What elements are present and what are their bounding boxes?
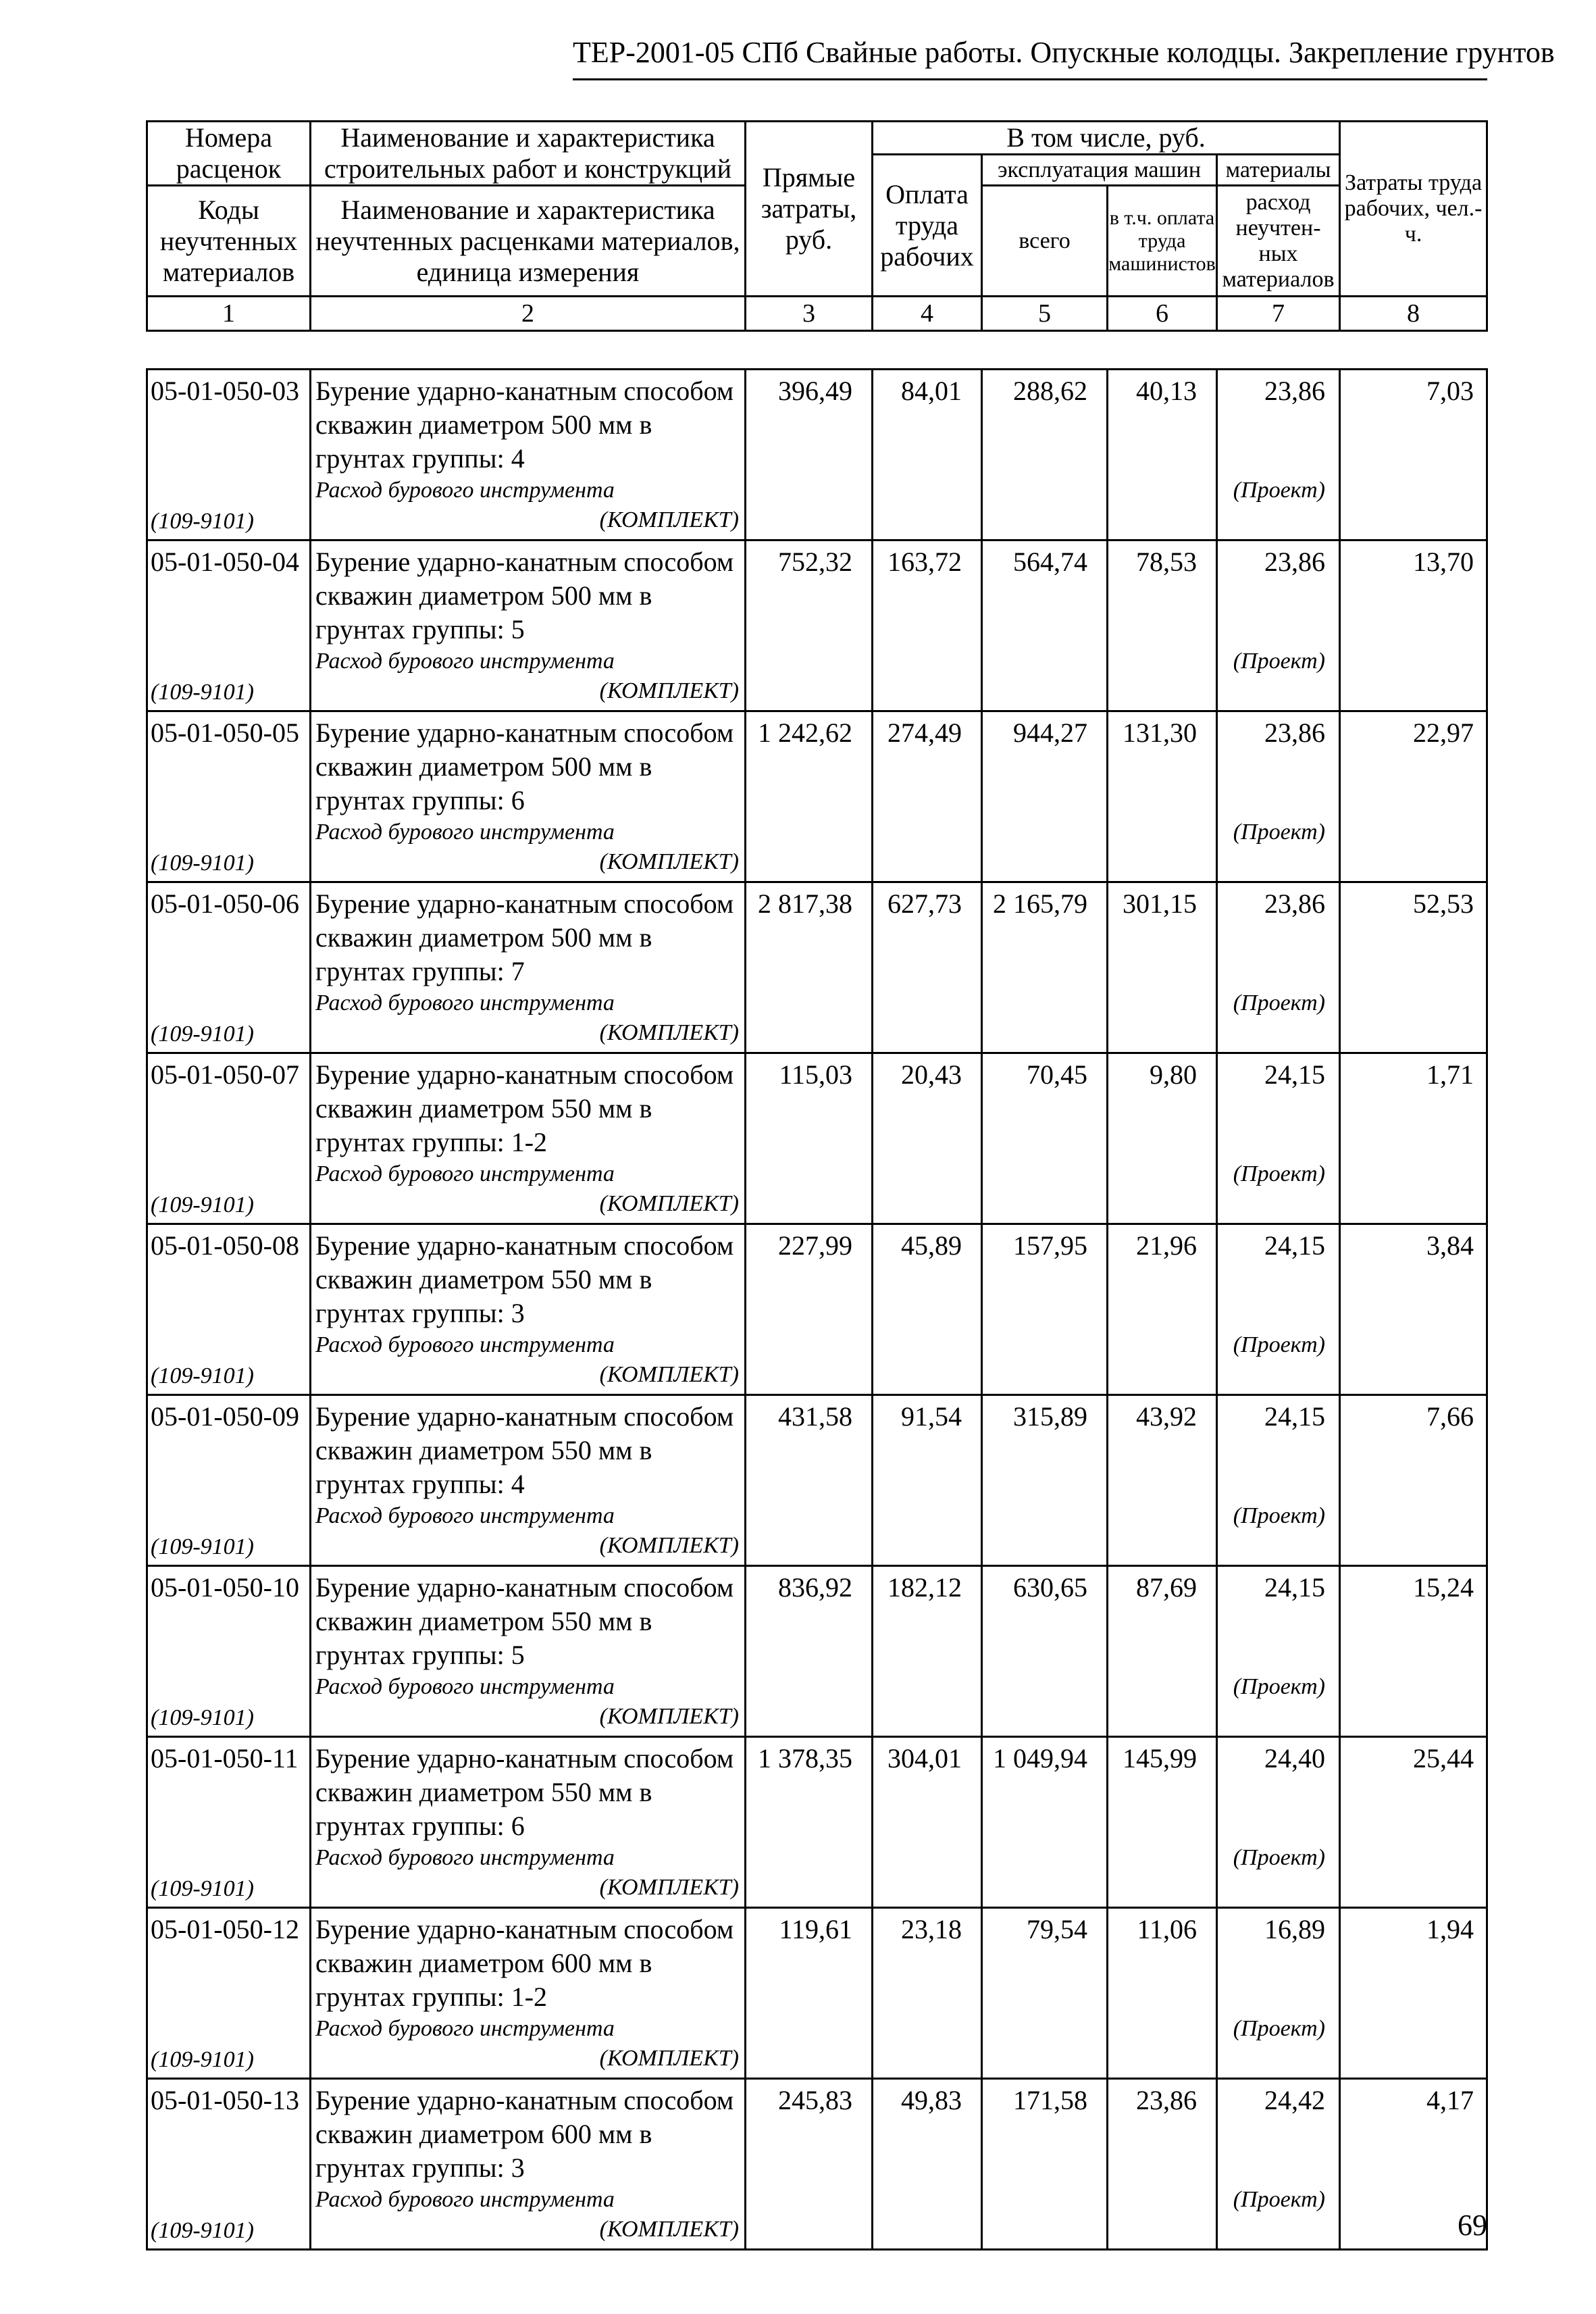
machines-total: 944,27 bbox=[982, 711, 1108, 882]
labor-pay: 49,83 bbox=[873, 2079, 982, 2250]
table-row bbox=[147, 882, 1487, 1053]
machines-total: 171,58 bbox=[982, 2079, 1108, 2250]
table-row bbox=[147, 1053, 1487, 1224]
direct-costs: 836,92 bbox=[746, 1566, 873, 1737]
material-unit: (КОМПЛЕКТ) bbox=[599, 1704, 739, 1729]
labor-hours: 13,70 bbox=[1340, 540, 1487, 711]
header-rate-numbers: Номера расценок bbox=[147, 122, 311, 186]
material-name: Расход бурового инструмента bbox=[315, 1674, 615, 1699]
column-number: 3 bbox=[746, 297, 873, 331]
labor-hours: 22,97 bbox=[1340, 711, 1487, 882]
column-number: 7 bbox=[1217, 297, 1340, 331]
work-description: Бурение ударно-канатным способом скважин диаметром 550 мм в грунтах группы: 3 bbox=[315, 1230, 734, 1328]
header-machinist-pay: в т.ч. оплата труда машинистов bbox=[1108, 186, 1217, 297]
machines-total: 1 049,94 bbox=[982, 1737, 1108, 1908]
project-note: (Проект) bbox=[1233, 820, 1325, 845]
machines-total: 630,65 bbox=[982, 1566, 1108, 1737]
material-unit: (КОМПЛЕКТ) bbox=[599, 1020, 739, 1045]
machinist-pay: 87,69 bbox=[1108, 1566, 1217, 1737]
material-code: (109-9101) bbox=[151, 680, 254, 705]
material-consumption: 24,42 bbox=[1264, 2085, 1325, 2115]
material-code: (109-9101) bbox=[151, 1705, 254, 1730]
project-note: (Проект) bbox=[1233, 478, 1325, 503]
rate-code: 05-01-050-09 bbox=[151, 1401, 299, 1432]
table-row bbox=[147, 1224, 1487, 1395]
column-number: 5 bbox=[982, 297, 1108, 331]
page-number: 69 bbox=[1458, 2209, 1487, 2242]
work-description: Бурение ударно-канатным способом скважин диаметром 500 мм в грунтах группы: 4 bbox=[315, 376, 734, 474]
work-description: Бурение ударно-канатным способом скважин диаметром 500 мм в грунтах группы: 5 bbox=[315, 547, 734, 645]
material-name: Расход бурового инструмента bbox=[315, 820, 615, 845]
material-consumption: 24,40 bbox=[1264, 1743, 1325, 1774]
header-labor-pay: Оплата труда рабочих bbox=[873, 155, 982, 297]
material-consumption: 23,86 bbox=[1264, 376, 1325, 406]
material-name: Расход бурового инструмента bbox=[315, 478, 615, 503]
rate-code: 05-01-050-04 bbox=[151, 547, 299, 577]
header-material-consumption: расход неучтен-ных материалов bbox=[1217, 186, 1340, 297]
header-machines-total: всего bbox=[982, 186, 1108, 297]
machines-total: 564,74 bbox=[982, 540, 1108, 711]
work-description: Бурение ударно-канатным способом скважин диаметром 600 мм в грунтах группы: 3 bbox=[315, 2085, 734, 2183]
header-machine-operation: эксплуатация машин bbox=[982, 155, 1217, 186]
project-note: (Проект) bbox=[1233, 1674, 1325, 1699]
material-unit: (КОМПЛЕКТ) bbox=[599, 1362, 739, 1387]
labor-hours: 3,84 bbox=[1340, 1224, 1487, 1395]
material-name: Расход бурового инструмента bbox=[315, 2016, 615, 2041]
labor-hours: 7,66 bbox=[1340, 1395, 1487, 1566]
direct-costs: 1 378,35 bbox=[746, 1737, 873, 1908]
material-name: Расход бурового инструмента bbox=[315, 990, 615, 1015]
column-number: 8 bbox=[1340, 297, 1487, 331]
material-name: Расход бурового инструмента bbox=[315, 1161, 615, 1186]
table-row bbox=[147, 1737, 1487, 1908]
labor-pay: 20,43 bbox=[873, 1053, 982, 1224]
project-note: (Проект) bbox=[1233, 1503, 1325, 1528]
header-work-name: Наименование и характеристика строительных работ и конструкций bbox=[311, 122, 746, 186]
labor-pay: 163,72 bbox=[873, 540, 982, 711]
rate-code: 05-01-050-11 bbox=[151, 1743, 299, 1774]
machinist-pay: 78,53 bbox=[1108, 540, 1217, 711]
direct-costs: 396,49 bbox=[746, 370, 873, 540]
work-description: Бурение ударно-канатным способом скважин диаметром 550 мм в грунтах группы: 6 bbox=[315, 1743, 734, 1841]
rate-code: 05-01-050-03 bbox=[151, 376, 299, 406]
labor-pay: 182,12 bbox=[873, 1566, 982, 1737]
machinist-pay: 131,30 bbox=[1108, 711, 1217, 882]
machinist-pay: 43,92 bbox=[1108, 1395, 1217, 1566]
machinist-pay: 23,86 bbox=[1108, 2079, 1217, 2250]
table-row bbox=[147, 2079, 1487, 2250]
project-note: (Проект) bbox=[1233, 1845, 1325, 1870]
material-code: (109-9101) bbox=[151, 2047, 254, 2072]
material-code: (109-9101) bbox=[151, 509, 254, 534]
work-description: Бурение ударно-канатным способом скважин диаметром 600 мм в грунтах группы: 1-2 bbox=[315, 1914, 734, 2012]
machinist-pay: 301,15 bbox=[1108, 882, 1217, 1053]
table-row bbox=[147, 1566, 1487, 1737]
column-number: 2 bbox=[311, 297, 746, 331]
material-unit: (КОМПЛЕКТ) bbox=[599, 1875, 739, 1900]
material-unit: (КОМПЛЕКТ) bbox=[599, 507, 739, 532]
material-code: (109-9101) bbox=[151, 1022, 254, 1047]
material-consumption: 24,15 bbox=[1264, 1059, 1325, 1090]
labor-hours: 1,71 bbox=[1340, 1053, 1487, 1224]
labor-pay: 91,54 bbox=[873, 1395, 982, 1566]
labor-hours: 4,17 bbox=[1340, 2079, 1487, 2250]
material-consumption: 24,15 bbox=[1264, 1572, 1325, 1603]
column-number: 4 bbox=[873, 297, 982, 331]
header-material-codes: Коды неучтенных материалов bbox=[147, 186, 311, 297]
header-labor-hours: Затраты труда рабочих, чел.-ч. bbox=[1340, 122, 1487, 297]
column-number: 6 bbox=[1108, 297, 1217, 331]
labor-pay: 84,01 bbox=[873, 370, 982, 540]
labor-pay: 23,18 bbox=[873, 1908, 982, 2079]
direct-costs: 1 242,62 bbox=[746, 711, 873, 882]
direct-costs: 245,83 bbox=[746, 2079, 873, 2250]
direct-costs: 431,58 bbox=[746, 1395, 873, 1566]
material-code: (109-9101) bbox=[151, 1363, 254, 1388]
material-consumption: 24,15 bbox=[1264, 1401, 1325, 1432]
material-consumption: 16,89 bbox=[1264, 1914, 1325, 1944]
project-note: (Проект) bbox=[1233, 1161, 1325, 1186]
material-code: (109-9101) bbox=[151, 1534, 254, 1559]
header-including-group: В том числе, руб. bbox=[873, 122, 1340, 155]
material-unit: (КОМПЛЕКТ) bbox=[599, 1533, 739, 1558]
header-direct-costs: Прямые затраты, руб. bbox=[746, 122, 873, 297]
machines-total: 315,89 bbox=[982, 1395, 1108, 1566]
machines-total: 288,62 bbox=[982, 370, 1108, 540]
material-consumption: 23,86 bbox=[1264, 547, 1325, 577]
machinist-pay: 145,99 bbox=[1108, 1737, 1217, 1908]
machines-total: 2 165,79 bbox=[982, 882, 1108, 1053]
material-unit: (КОМПЛЕКТ) bbox=[599, 1191, 739, 1216]
work-description: Бурение ударно-канатным способом скважин диаметром 500 мм в грунтах группы: 7 bbox=[315, 888, 734, 986]
work-description: Бурение ударно-канатным способом скважин диаметром 550 мм в грунтах группы: 4 bbox=[315, 1401, 734, 1499]
rates-table bbox=[146, 368, 1488, 2250]
direct-costs: 115,03 bbox=[746, 1053, 873, 1224]
rate-code: 05-01-050-10 bbox=[151, 1572, 299, 1603]
direct-costs: 119,61 bbox=[746, 1908, 873, 2079]
material-code: (109-9101) bbox=[151, 851, 254, 876]
material-name: Расход бурового инструмента bbox=[315, 649, 615, 674]
table-row bbox=[147, 1395, 1487, 1566]
machines-total: 157,95 bbox=[982, 1224, 1108, 1395]
labor-hours: 15,24 bbox=[1340, 1566, 1487, 1737]
rate-code: 05-01-050-08 bbox=[151, 1230, 299, 1261]
work-description: Бурение ударно-канатным способом скважин диаметром 500 мм в грунтах группы: 6 bbox=[315, 718, 734, 815]
work-description: Бурение ударно-канатным способом скважин диаметром 550 мм в грунтах группы: 5 bbox=[315, 1572, 734, 1670]
table-row bbox=[147, 1908, 1487, 2079]
material-unit: (КОМПЛЕКТ) bbox=[599, 2046, 739, 2071]
project-note: (Проект) bbox=[1233, 2016, 1325, 2041]
rate-code: 05-01-050-13 bbox=[151, 2085, 299, 2115]
machinist-pay: 40,13 bbox=[1108, 370, 1217, 540]
project-note: (Проект) bbox=[1233, 1332, 1325, 1357]
column-number: 1 bbox=[147, 297, 311, 331]
material-consumption: 24,15 bbox=[1264, 1230, 1325, 1261]
labor-pay: 627,73 bbox=[873, 882, 982, 1053]
material-name: Расход бурового инструмента bbox=[315, 1503, 615, 1528]
rate-code: 05-01-050-12 bbox=[151, 1914, 299, 1944]
rate-code: 05-01-050-06 bbox=[151, 888, 299, 919]
page-header-title: ТЕР-2001-05 СПб Свайные работы. Опускные колодцы. Закрепление грунтов bbox=[573, 36, 1555, 69]
header-rule bbox=[573, 78, 1487, 80]
material-name: Расход бурового инструмента bbox=[315, 2187, 615, 2212]
header-material-name: Наименование и характеристика неучтенных расценками материалов, единица измерения bbox=[311, 186, 746, 297]
project-note: (Проект) bbox=[1233, 649, 1325, 674]
project-note: (Проект) bbox=[1233, 2187, 1325, 2212]
material-name: Расход бурового инструмента bbox=[315, 1845, 615, 1870]
material-consumption: 23,86 bbox=[1264, 718, 1325, 748]
labor-hours: 25,44 bbox=[1340, 1737, 1487, 1908]
material-code: (109-9101) bbox=[151, 1876, 254, 1901]
machines-total: 79,54 bbox=[982, 1908, 1108, 2079]
machines-total: 70,45 bbox=[982, 1053, 1108, 1224]
labor-hours: 1,94 bbox=[1340, 1908, 1487, 2079]
labor-hours: 7,03 bbox=[1340, 370, 1487, 540]
work-description: Бурение ударно-канатным способом скважин диаметром 550 мм в грунтах группы: 1-2 bbox=[315, 1059, 734, 1157]
table-row bbox=[147, 370, 1487, 540]
material-consumption: 23,86 bbox=[1264, 888, 1325, 919]
machinist-pay: 11,06 bbox=[1108, 1908, 1217, 2079]
labor-hours: 52,53 bbox=[1340, 882, 1487, 1053]
direct-costs: 752,32 bbox=[746, 540, 873, 711]
labor-pay: 45,89 bbox=[873, 1224, 982, 1395]
material-name: Расход бурового инструмента bbox=[315, 1332, 615, 1357]
labor-pay: 274,49 bbox=[873, 711, 982, 882]
rate-code: 05-01-050-05 bbox=[151, 718, 299, 748]
table-header bbox=[146, 120, 1488, 332]
direct-costs: 2 817,38 bbox=[746, 882, 873, 1053]
machinist-pay: 21,96 bbox=[1108, 1224, 1217, 1395]
project-note: (Проект) bbox=[1233, 990, 1325, 1015]
material-code: (109-9101) bbox=[151, 1192, 254, 1217]
rate-code: 05-01-050-07 bbox=[151, 1059, 299, 1090]
material-unit: (КОМПЛЕКТ) bbox=[599, 849, 739, 874]
direct-costs: 227,99 bbox=[746, 1224, 873, 1395]
machinist-pay: 9,80 bbox=[1108, 1053, 1217, 1224]
table-row bbox=[147, 711, 1487, 882]
material-unit: (КОМПЛЕКТ) bbox=[599, 2217, 739, 2242]
labor-pay: 304,01 bbox=[873, 1737, 982, 1908]
material-unit: (КОМПЛЕКТ) bbox=[599, 678, 739, 703]
header-materials: материалы bbox=[1217, 155, 1340, 186]
material-code: (109-9101) bbox=[151, 2218, 254, 2243]
table-row bbox=[147, 540, 1487, 711]
